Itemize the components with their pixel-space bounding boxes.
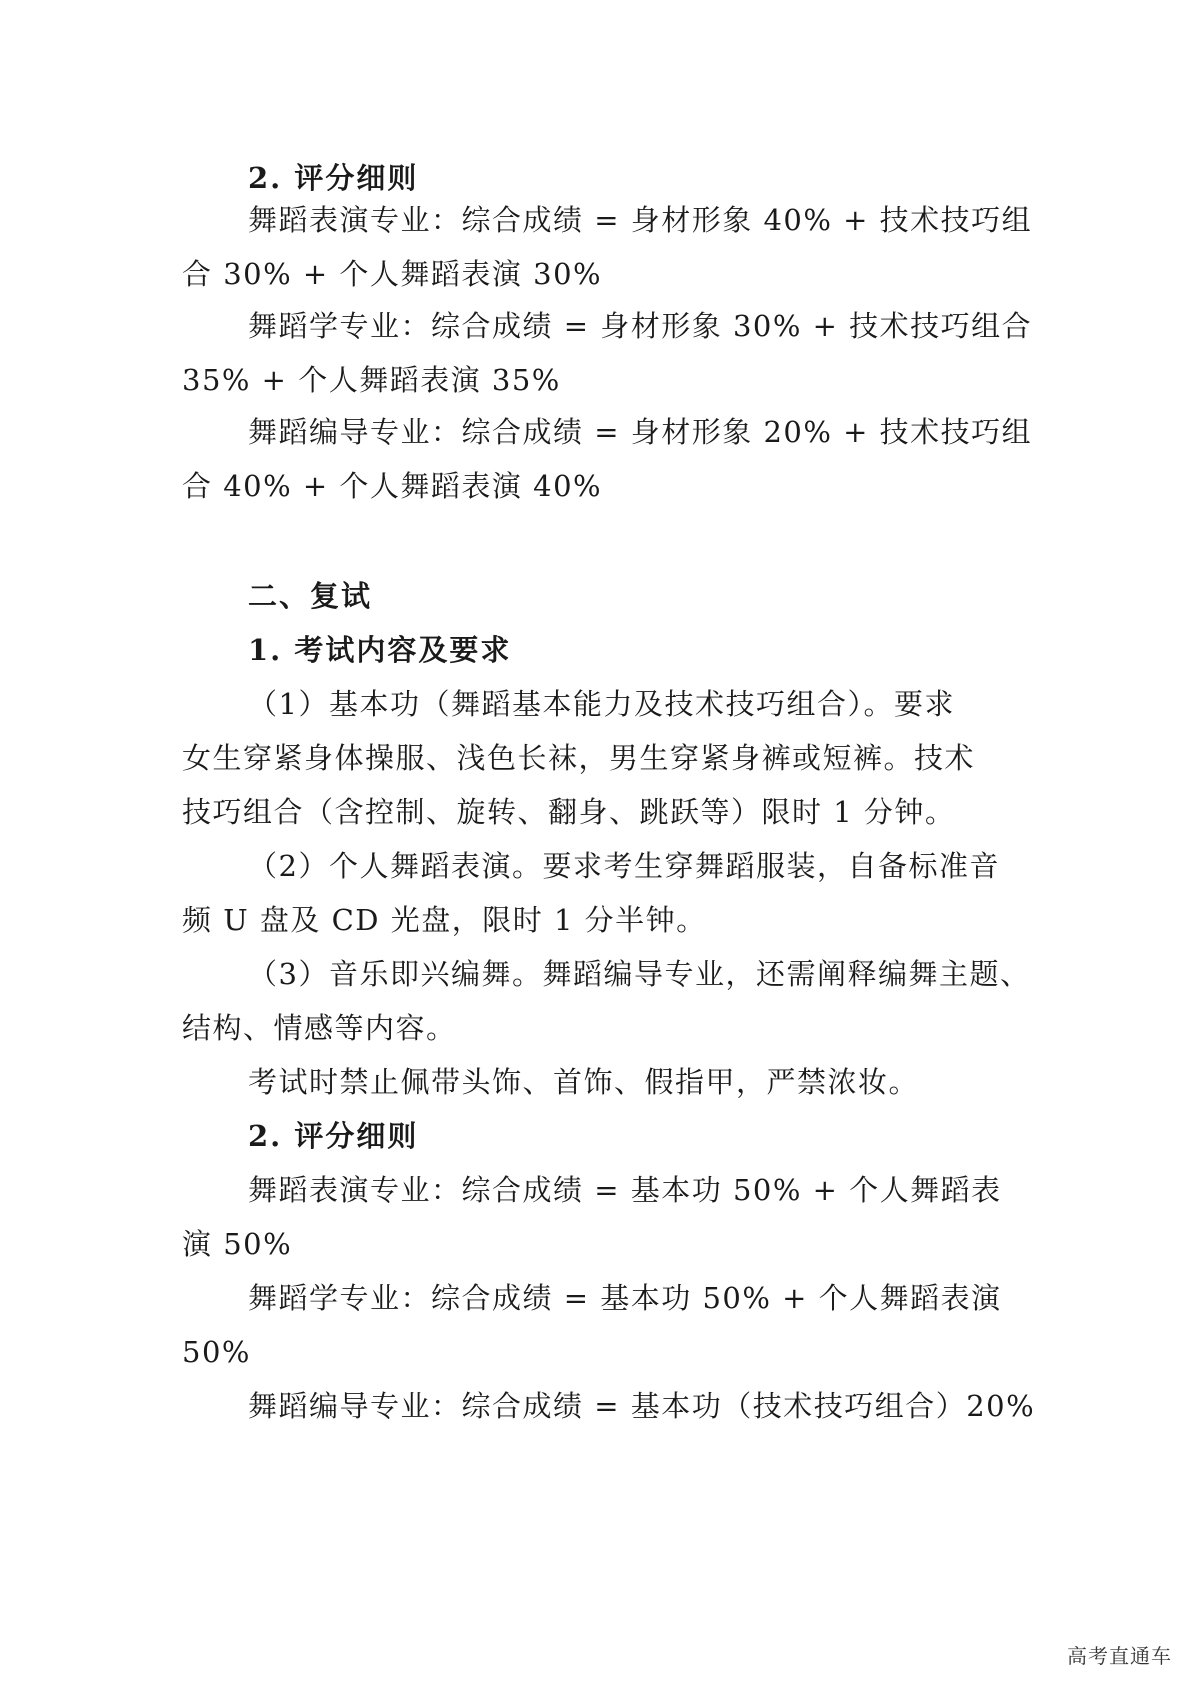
paragraph-line: 舞蹈表演专业：综合成绩 = 身材形象 40% + 技术技巧组 [248,203,1033,237]
paragraph-line: （2）个人舞蹈表演。要求考生穿舞蹈服装，自备标准音 [248,849,1000,883]
paragraph-line: 演 50% [182,1227,293,1261]
paragraph-line: 50% [182,1335,251,1369]
watermark: 高考直通车 [1067,1644,1172,1668]
paragraph-line: 合 40% + 个人舞蹈表演 40% [182,469,603,503]
paragraph-line: 技巧组合（含控制、旋转、翻身、跳跃等）限时 1 分钟。 [182,795,956,829]
section-heading: 二、复试 [248,579,373,613]
section-heading: 2. 评分细则 [248,161,419,195]
subsection-heading: 1. 考试内容及要求 [248,633,512,667]
paragraph-line: 频 U 盘及 CD 光盘，限时 1 分半钟。 [182,903,707,937]
paragraph-line: 考试时禁止佩带头饰、首饰、假指甲，严禁浓妆。 [248,1065,920,1099]
paragraph-line: （1）基本功（舞蹈基本能力及技术技巧组合）。要求 [248,687,955,721]
paragraph-line: 舞蹈编导专业：综合成绩 = 身材形象 20% + 技术技巧组 [248,415,1033,449]
subsection-heading: 2. 评分细则 [248,1119,419,1153]
paragraph-line: 女生穿紧身体操服、浅色长袜，男生穿紧身裤或短裤。技术 [182,741,976,775]
paragraph-line: 舞蹈学专业：综合成绩 = 基本功 50% + 个人舞蹈表演 [248,1281,1002,1315]
paragraph-line: 结构、情感等内容。 [182,1011,457,1045]
paragraph-line: 合 30% + 个人舞蹈表演 30% [182,257,603,291]
paragraph-line: 舞蹈编导专业：综合成绩 = 基本功（技术技巧组合）20% [248,1389,1036,1423]
paragraph-line: 舞蹈学专业：综合成绩 = 身材形象 30% + 技术技巧组合 [248,309,1033,343]
paragraph-line: （3）音乐即兴编舞。舞蹈编导专业，还需阐释编舞主题、 [248,957,1031,991]
paragraph-line: 35% + 个人舞蹈表演 35% [182,363,561,397]
paragraph-line: 舞蹈表演专业：综合成绩 = 基本功 50% + 个人舞蹈表 [248,1173,1002,1207]
